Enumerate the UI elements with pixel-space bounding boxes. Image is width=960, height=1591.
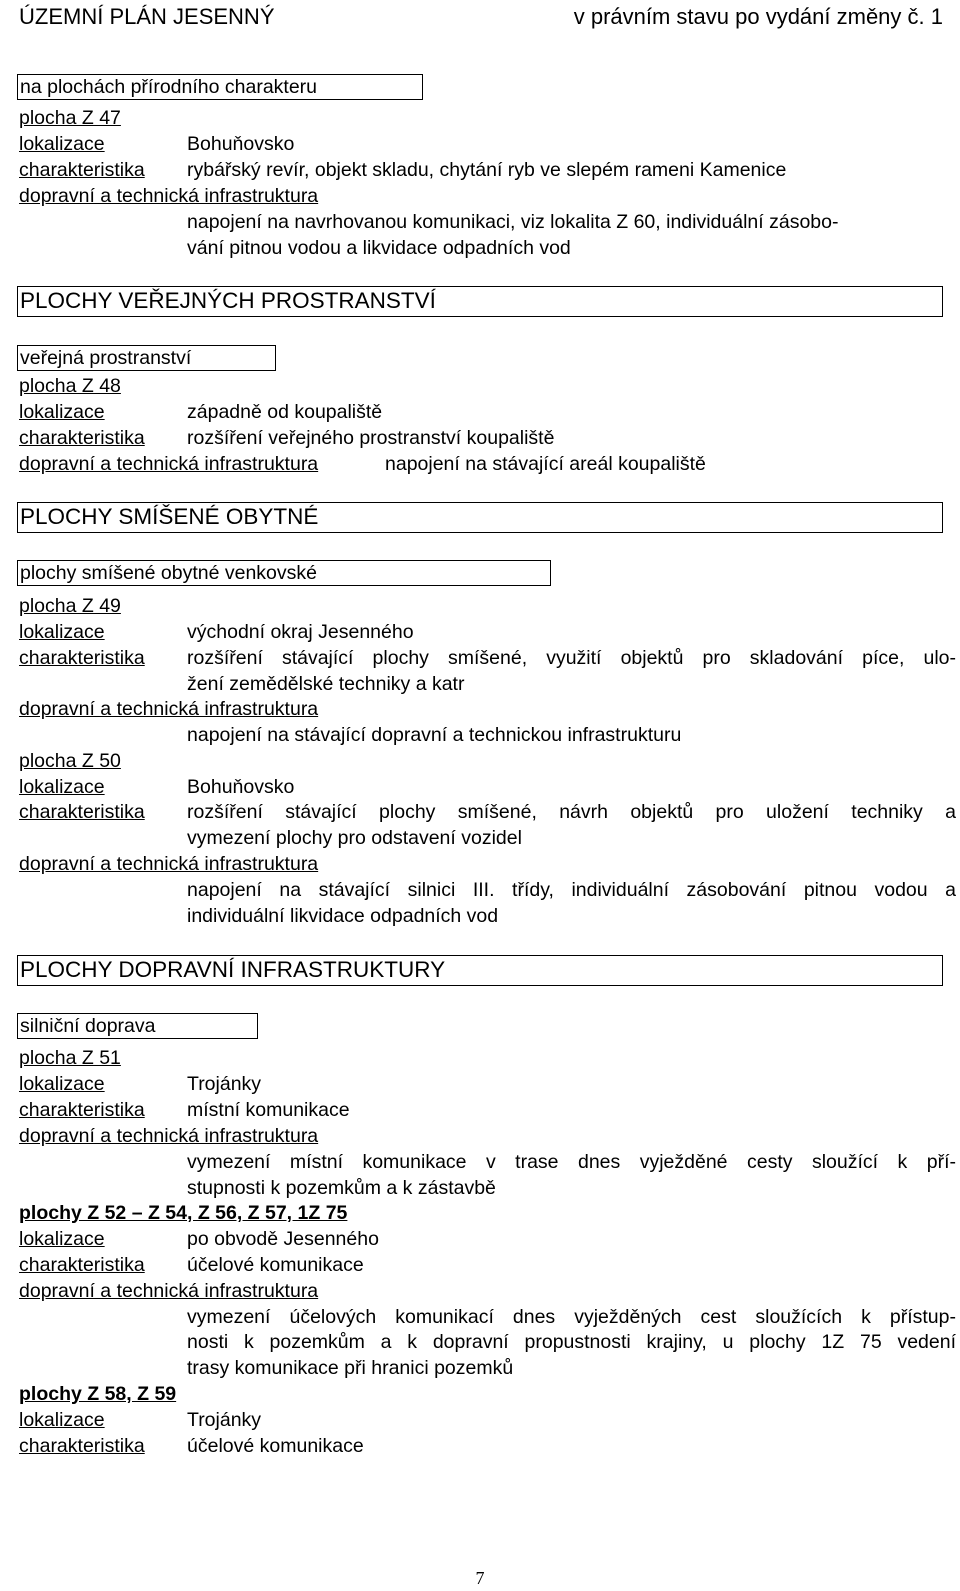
label-infrastruktura: dopravní a technická infrastruktura	[19, 698, 319, 720]
label-lokalizace: lokalizace	[19, 1409, 105, 1431]
section-dopravni-infrastruktura: PLOCHY DOPRAVNÍ INFRASTRUKTURY	[17, 955, 943, 986]
z48-charakteristika: rozšíření veřejného prostranství koupaliště	[187, 427, 555, 449]
z47-infra-line-1: napojení na navrhovanou komunikaci, viz lokalita Z 60, individuální zásobo-	[187, 211, 839, 233]
subsection-silnicni-doprava: silniční doprava	[17, 1013, 258, 1039]
label-charakteristika: charakteristika	[19, 801, 145, 823]
subsection-prirodni: na plochách přírodního charakteru	[17, 74, 423, 100]
subsection-verejna: veřejná prostranství	[17, 345, 276, 371]
label-lokalizace: lokalizace	[19, 1228, 105, 1250]
label-charakteristika: charakteristika	[19, 1099, 145, 1121]
label-charakteristika: charakteristika	[19, 647, 145, 669]
label-charakteristika: charakteristika	[19, 159, 145, 181]
z49-charakteristika-line-2: žení zemědělské techniky a katr	[187, 673, 465, 695]
z50-infra-line-1: napojení na stávající silnici III. třídy, individuální zásobování pitnou vodou a	[187, 879, 956, 901]
subsection-smisene: plochy smíšené obytné venkovské	[17, 560, 551, 586]
z58-lokalizace: Trojánky	[187, 1409, 262, 1431]
label-infrastruktura: dopravní a technická infrastruktura	[19, 1280, 319, 1302]
z47-lokalizace: Bohuňovsko	[187, 133, 295, 155]
z50-charakteristika-line-2: vymezení plochy pro odstavení vozidel	[187, 827, 522, 849]
z50-lokalizace: Bohuňovsko	[187, 776, 295, 798]
z47-charakteristika: rybářský revír, objekt skladu, chytání ryb ve slepém rameni Kamenice	[187, 159, 787, 181]
z51-infra-line-1: vymezení místní komunikace v trase dnes vyježděné cesty sloužící k pří-	[187, 1151, 956, 1173]
z49-lokalizace: východní okraj Jesenného	[187, 621, 414, 643]
z48-infra: napojení na stávající areál koupaliště	[385, 453, 706, 475]
label-lokalizace: lokalizace	[19, 133, 105, 155]
label-infrastruktura: dopravní a technická infrastruktura	[19, 853, 319, 875]
label-lokalizace: lokalizace	[19, 401, 105, 423]
plot-title-z48: plocha Z 48	[19, 375, 121, 397]
label-lokalizace: lokalizace	[19, 776, 105, 798]
label-lokalizace: lokalizace	[19, 1073, 105, 1095]
page-header	[19, 4, 943, 32]
z49-charakteristika-line-1: rozšíření stávající plochy smíšené, využití objektů pro skladování píce, ulo-	[187, 647, 956, 669]
z51-infra-line-2: stupnosti k pozemkům a k zástavbě	[187, 1177, 496, 1199]
plot-title-z50: plocha Z 50	[19, 750, 121, 772]
z52-charakteristika: účelové komunikace	[187, 1254, 364, 1276]
z52-lokalizace: po obvodě Jesenného	[187, 1228, 379, 1250]
plot-title-z52-z75: plochy Z 52 – Z 54, Z 56, Z 57, 1Z 75	[19, 1202, 348, 1224]
plot-title-z47: plocha Z 47	[19, 107, 121, 129]
z50-infra-line-2: individuální likvidace odpadních vod	[187, 905, 499, 927]
z47-infra-line-2: vání pitnou vodou a likvidace odpadních vod	[187, 237, 571, 259]
document-status: v právním stavu po vydání změny č. 1	[573, 4, 943, 29]
z52-infra-line-3: trasy komunikace při hranici pozemků	[187, 1357, 514, 1379]
section-verejna-prostranstvi: PLOCHY VEŘEJNÝCH PROSTRANSTVÍ	[17, 286, 943, 317]
z52-infra-line-1: vymezení účelových komunikací dnes vyježděných cest sloužících k přístup-	[187, 1306, 956, 1328]
document-title: ÚZEMNÍ PLÁN JESENNÝ	[19, 4, 275, 29]
z51-charakteristika: místní komunikace	[187, 1099, 350, 1121]
plot-title-z58-z59: plochy Z 58, Z 59	[19, 1383, 177, 1405]
label-infrastruktura: dopravní a technická infrastruktura	[19, 185, 319, 207]
plot-title-z49: plocha Z 49	[19, 595, 121, 617]
label-charakteristika: charakteristika	[19, 1435, 145, 1457]
z48-lokalizace: západně od koupaliště	[187, 401, 383, 423]
z52-infra-line-2: nosti k pozemkům a k dopravní propustnosti krajiny, u plochy 1Z 75 vedení	[187, 1331, 956, 1353]
label-lokalizace: lokalizace	[19, 621, 105, 643]
z51-lokalizace: Trojánky	[187, 1073, 262, 1095]
label-infrastruktura: dopravní a technická infrastruktura	[19, 1125, 319, 1147]
section-smisene-obytne: PLOCHY SMÍŠENÉ OBYTNÉ	[17, 502, 943, 533]
plot-title-z51: plocha Z 51	[19, 1047, 121, 1069]
label-infrastruktura: dopravní a technická infrastruktura	[19, 453, 319, 475]
z58-charakteristika: účelové komunikace	[187, 1435, 364, 1457]
label-charakteristika: charakteristika	[19, 1254, 145, 1276]
z50-charakteristika-line-1: rozšíření stávající plochy smíšené, návrh objektů pro uložení techniky a	[187, 801, 956, 823]
page-number: 7	[475, 1568, 485, 1588]
z49-infra: napojení na stávající dopravní a technickou infrastrukturu	[187, 724, 682, 746]
label-charakteristika: charakteristika	[19, 427, 145, 449]
